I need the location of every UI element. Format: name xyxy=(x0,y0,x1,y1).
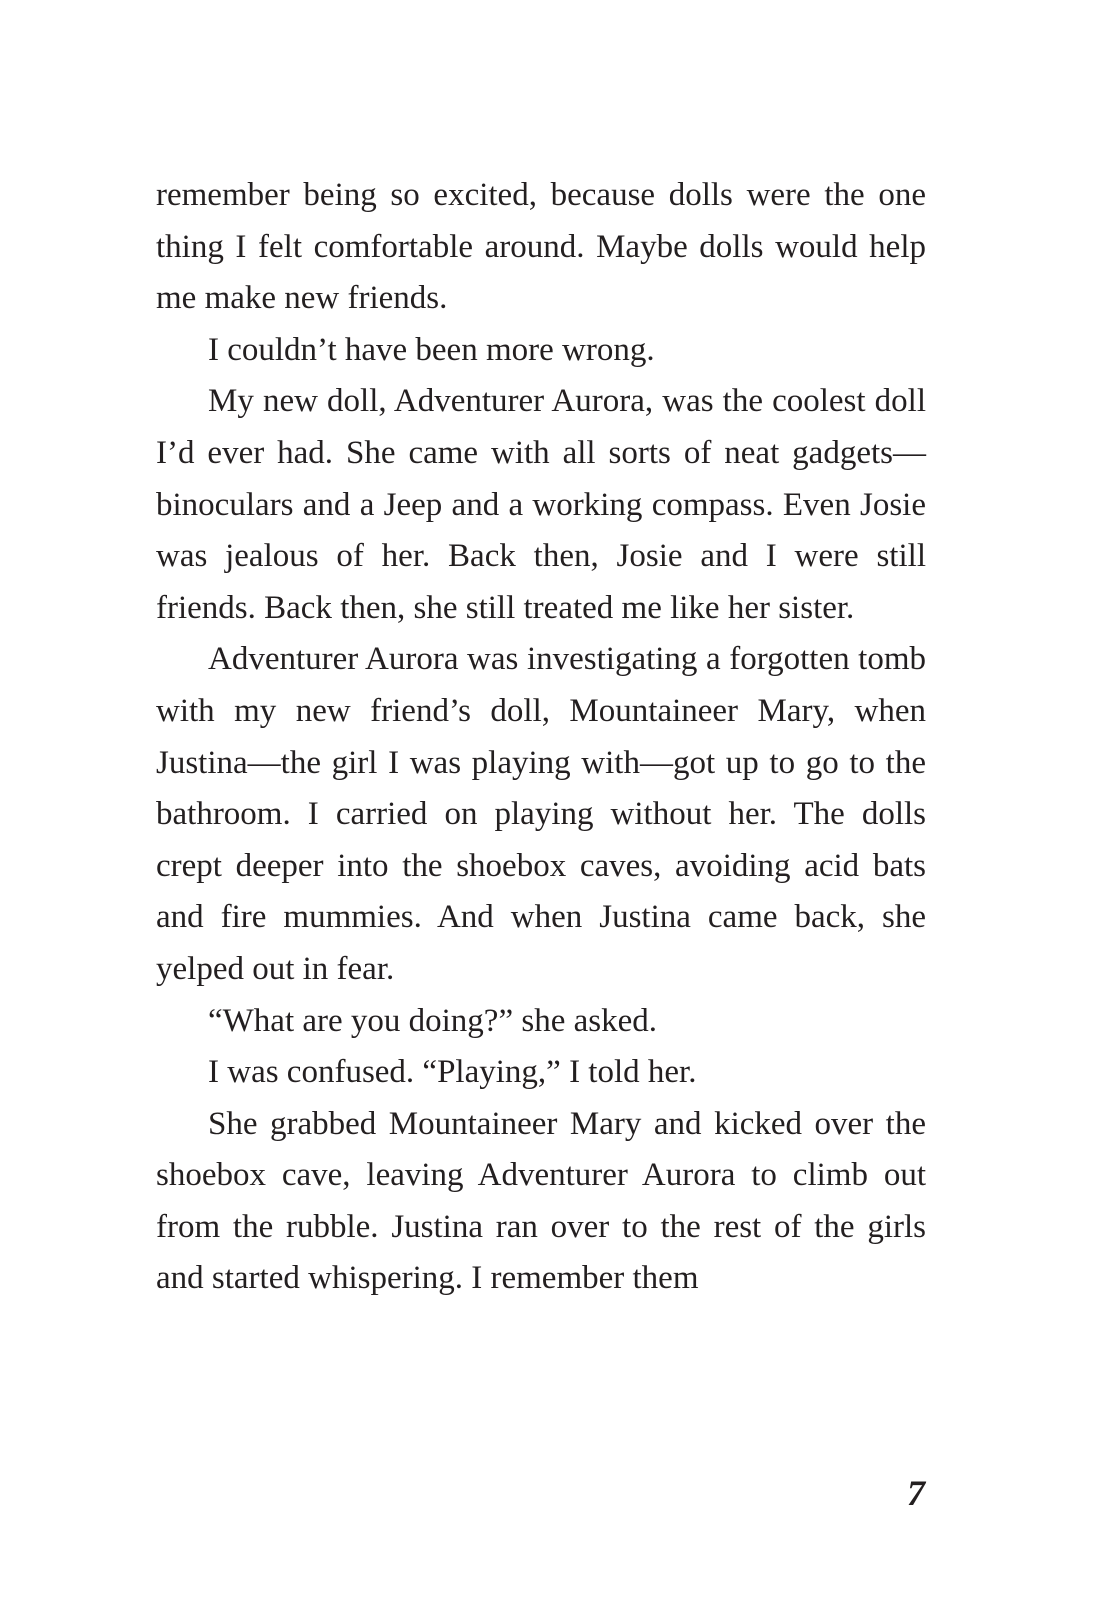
paragraph: Adventurer Aurora was investigating a forgotten tomb with my new friend’s doll, Mountaineer Mary, when Justina—the girl I was playing with—got up to go to the bathroom. I carried on playing without her. The dolls crept deeper into the shoebox caves, avoiding acid bats and fire mummies. And when Justina came back, she yelped out in fear. xyxy=(156,641,926,987)
paragraph: I couldn’t have been more wrong. xyxy=(208,331,655,368)
paragraph: She grabbed Mountaineer Mary and kicked over the shoebox cave, leaving Adventurer Aurora to climb out from the rubble. Justina ran over to the rest of the girls and started whispering. I remember them xyxy=(156,1105,926,1297)
paragraph: I was confused. “Playing,” I told her. xyxy=(208,1054,697,1091)
body-text xyxy=(156,170,926,1305)
paragraph: “What are you doing?” she asked. xyxy=(208,1002,657,1039)
paragraph-continued: remember being so excited, because dolls were the one thing I felt comfortable around. Maybe dolls would help me make new friends. xyxy=(156,177,926,317)
page-number: 7 xyxy=(907,1473,925,1513)
paragraph: My new doll, Adventurer Aurora, was the coolest doll I’d ever had. She came with all sorts of neat gadgets—binoculars and a Jeep and a working compass. Even Josie was jealous of her. Back then, Josie and I were still friends. Back then, she still treated me like her sister. xyxy=(156,383,926,626)
